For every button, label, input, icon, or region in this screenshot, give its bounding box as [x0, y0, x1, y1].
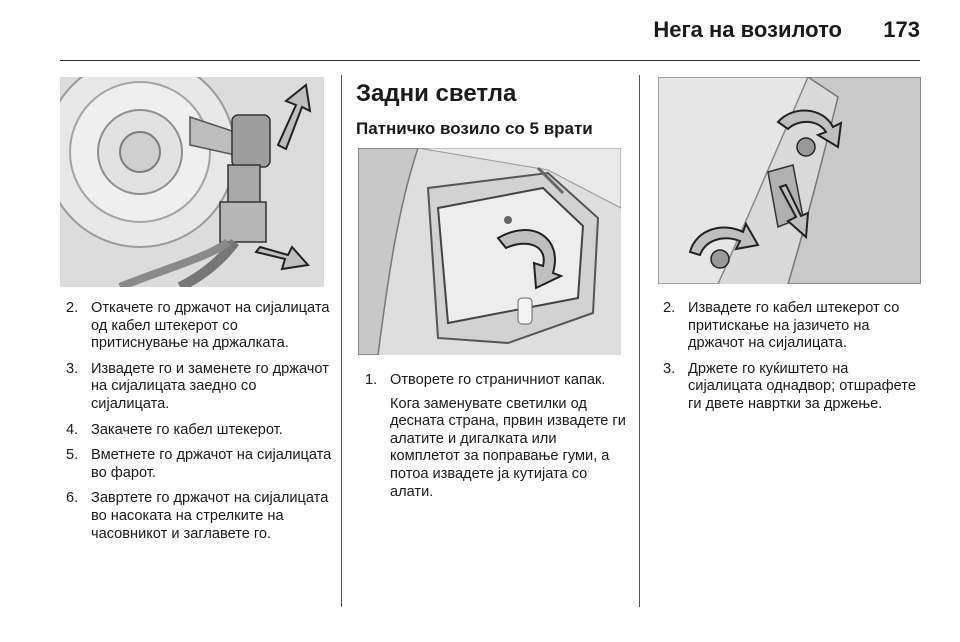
column-divider-2	[639, 75, 640, 607]
page-header	[0, 0, 960, 60]
column-2-steps	[365, 372, 630, 501]
page-number: 173	[883, 17, 920, 42]
step-item: 5. Вметнете го држачот на сијалицата во фарот.	[66, 447, 332, 481]
figure-trunk-side-cover	[358, 148, 621, 355]
subsection-title: Патничко возило со 5 врати	[356, 119, 593, 138]
note-text: Кога заменувате светилки од десната страна, првин извадете ги алатите и дигалката или комплетот за поправање гуми, а потоа извадете ја кутијата со алати.	[390, 395, 626, 500]
column-3-steps	[663, 300, 925, 422]
step-item: 2. Извадете го кабел штекерот со притискање на јазичето на држачот на сијалицата.	[663, 300, 900, 352]
step-item: 1. Отворете го страничниот капак.	[365, 372, 606, 388]
figure-tail-lamp-nuts	[658, 77, 921, 284]
header-rule	[60, 60, 920, 61]
figure-headlamp-bulb	[60, 77, 324, 287]
section-title: Задни светла	[356, 80, 517, 107]
column-1-steps	[66, 300, 336, 551]
header-title: Нега на возилото	[653, 17, 842, 42]
step-item: 4. Закачете го кабел штекерот.	[66, 421, 283, 438]
step-item: 3. Држете го куќиштето на сијалицата однадвор; отшрафете ги двете навртки за држење.	[663, 360, 916, 412]
step-item: 2. Откачете го држачот на сијалицата од кабел штекерот со притиснување на држалката.	[66, 300, 330, 352]
column-divider-1	[341, 75, 342, 607]
step-item: 6. Завртете го држачот на сијалицата во насоката на стрелките на часовникот и заглавете го.	[66, 490, 329, 542]
step-item: 3. Извадете го и заменете го држачот на сијалицата заедно со сијалицата.	[66, 360, 329, 412]
